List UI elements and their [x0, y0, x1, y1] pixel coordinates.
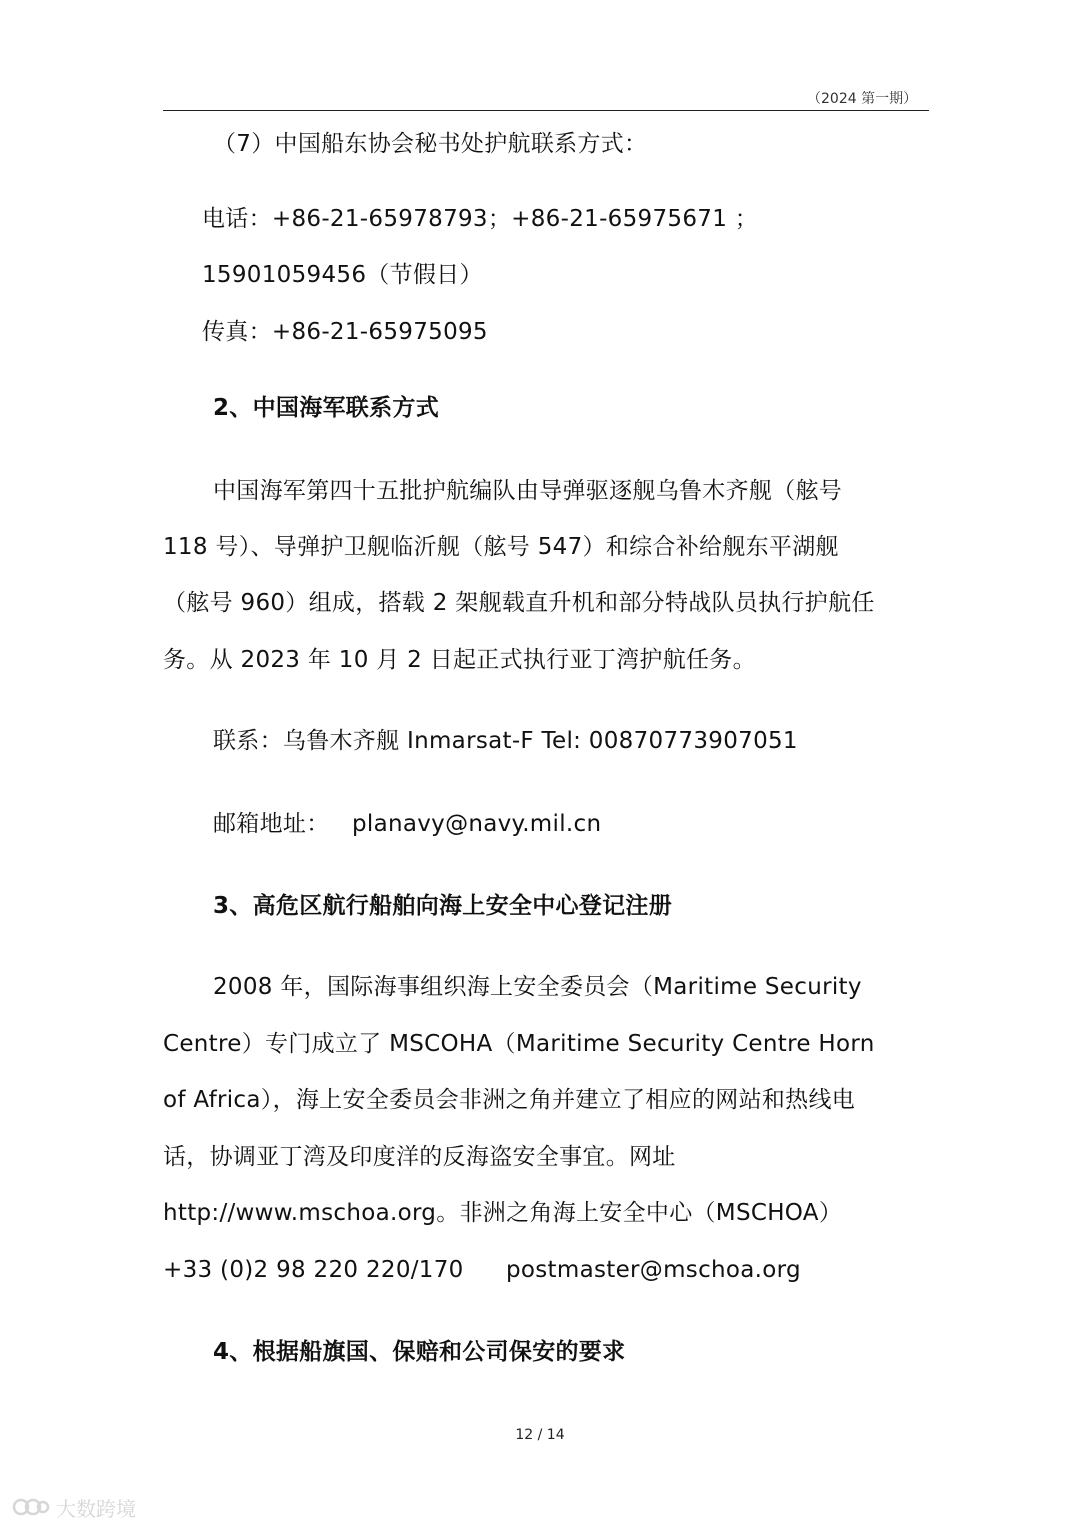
section-4-heading: 4、根据船旗国、保赔和公司保安的要求 [213, 1339, 626, 1365]
section-2-para-line: 118 号）、导弹护卫舰临沂舰（舷号 547）和综合补给舰东平湖舰 [163, 534, 839, 560]
fax-line: 传真：+86-21-65975095 [202, 319, 488, 345]
section-1-7-title: （7）中国船东协会秘书处护航联系方式： [213, 131, 648, 157]
section-3-heading: 3、高危区航行船舶向海上安全中心登记注册 [213, 893, 673, 919]
page-number: 12 / 14 [515, 1427, 565, 1443]
section-3-para-line: 2008 年，国际海事组织海上安全委员会（Maritime Security [213, 974, 862, 1000]
issue-label: （2024 第一期） [807, 91, 918, 107]
section-3-para-line: of Africa），海上安全委员会非洲之角并建立了相应的网站和热线电 [163, 1087, 856, 1113]
section-2-para-line: 务。从 2023 年 10 月 2 日起正式执行亚丁湾护航任务。 [163, 647, 756, 673]
navy-contact: 联系：乌鲁木齐舰 Inmarsat-F Tel: 00870773907051 [213, 728, 798, 754]
section-3-para-line: Centre）专门成立了 MSCOHA（Maritime Security Centre Horn [163, 1031, 875, 1057]
section-2-para-line: 中国海军第四十五批护航编队由导弹驱逐舰乌鲁木齐舰（舷号 [213, 478, 843, 504]
email-label: 邮箱地址： [213, 811, 330, 837]
watermark [12, 1490, 152, 1524]
watermark-logo-icon [12, 1496, 50, 1518]
section-2-heading: 2、中国海军联系方式 [213, 395, 440, 421]
watermark-text: 大数跨境 [56, 1496, 136, 1521]
header-divider [163, 110, 929, 111]
phone-line-1: 电话：+86-21-65978793；+86-21-65975671 ； [202, 206, 759, 232]
mschoa-phone: +33 (0)2 98 220 220/170 [163, 1257, 464, 1283]
section-3-para-line: 话，协调亚丁湾及印度洋的反海盗安全事宜。网址 [163, 1144, 676, 1170]
phone-line-2: 15901059456（节假日） [202, 262, 483, 288]
mschoa-url-line[interactable]: http://www.mschoa.org。非洲之角海上安全中心（MSCHOA） [163, 1200, 843, 1226]
section-2-para-line: （舷号 960）组成，搭载 2 架舰载直升机和部分特战队员执行护航任 [163, 590, 875, 616]
navy-email-link[interactable]: planavy@navy.mil.cn [352, 811, 602, 837]
mschoa-email-link[interactable]: postmaster@mschoa.org [506, 1257, 801, 1283]
